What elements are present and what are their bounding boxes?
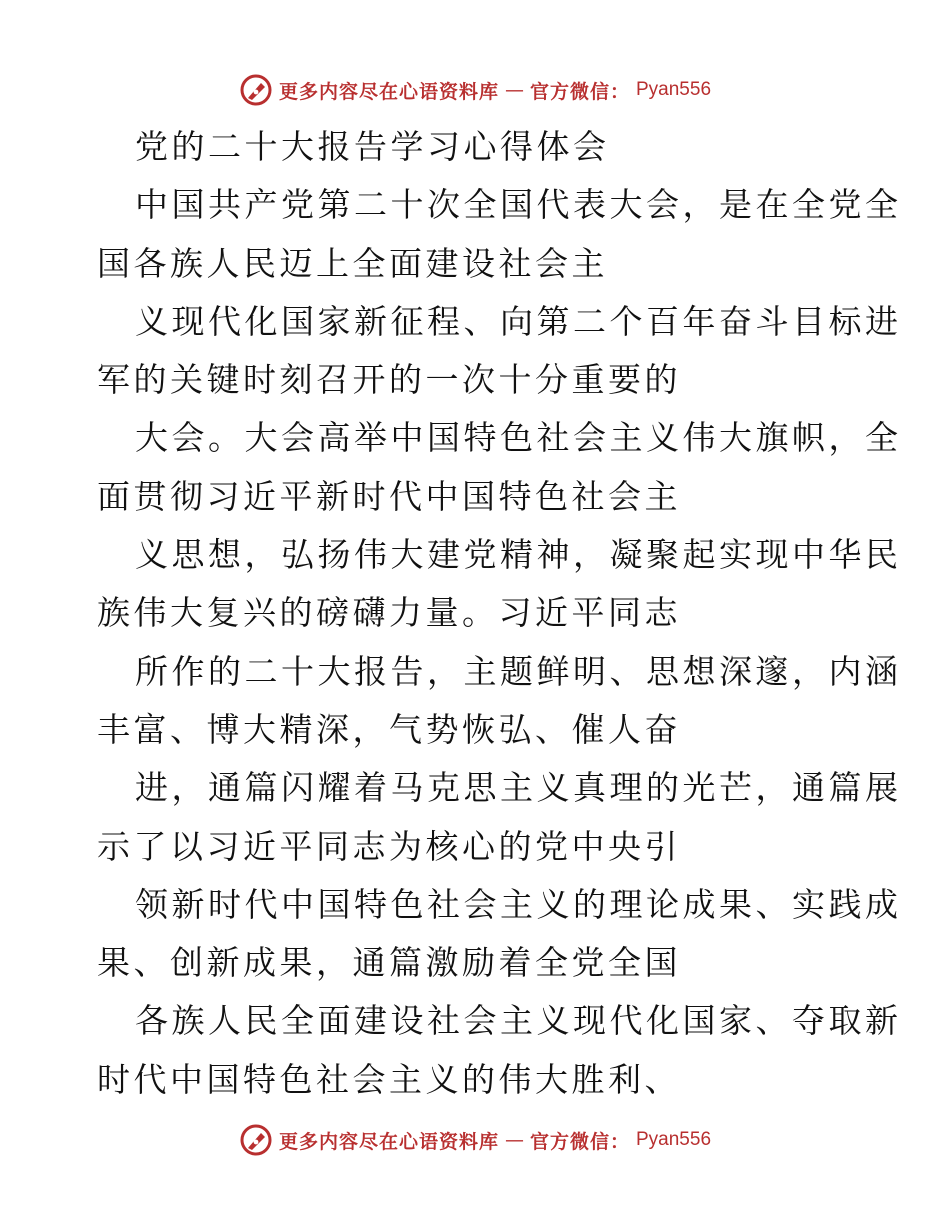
paragraph-line: 所作的二十大报告，主题鲜明、思想深邃，内涵 bbox=[135, 651, 902, 691]
pen-logo-icon bbox=[239, 1123, 273, 1157]
paragraph-line: 族伟大复兴的磅礴力量。习近平同志 bbox=[97, 593, 681, 633]
header-banner bbox=[0, 70, 950, 110]
paragraph-line: 义现代化国家新征程、向第二个百年奋斗目标进 bbox=[135, 301, 902, 341]
paragraph-line: 面贯彻习近平新时代中国特色社会主 bbox=[97, 476, 681, 516]
footer-separator: — bbox=[504, 1129, 524, 1151]
paragraph-line: 中国共产党第二十次全国代表大会，是在全党全 bbox=[135, 185, 902, 225]
paragraph-line: 各族人民全面建设社会主义现代化国家、夺取新 bbox=[135, 1001, 902, 1041]
paragraph-line: 国各族人民迈上全面建设社会主 bbox=[97, 243, 608, 283]
footer-banner bbox=[0, 1120, 950, 1160]
paragraph-line: 义思想，弘扬伟大建党精神，凝聚起实现中华民 bbox=[135, 535, 902, 575]
document-title: 党的二十大报告学习心得体会 bbox=[135, 127, 610, 166]
header-site-text: 更多内容尽在心语资料库 bbox=[278, 80, 499, 103]
footer-wechat-id: Pyan556 bbox=[636, 1129, 712, 1150]
footer-site-text: 更多内容尽在心语资料库 bbox=[278, 1130, 499, 1153]
paragraph-line: 军的关键时刻召开的一次十分重要的 bbox=[97, 360, 681, 400]
paragraph-line: 领新时代中国特色社会主义的理论成果、实践成 bbox=[135, 884, 902, 924]
paragraph-line: 果、创新成果，通篇激励着全党全国 bbox=[97, 943, 681, 983]
header-wechat-label: 官方微信： bbox=[529, 80, 630, 103]
header-wechat-id: Pyan556 bbox=[636, 79, 712, 100]
footer-wechat-label: 官方微信： bbox=[529, 1130, 630, 1153]
paragraph-line: 大会。大会高举中国特色社会主义伟大旗帜，全 bbox=[135, 418, 902, 458]
header-separator: — bbox=[504, 79, 524, 101]
pen-logo-icon bbox=[239, 73, 273, 107]
paragraph-line: 进，通篇闪耀着马克思主义真理的光芒，通篇展 bbox=[135, 768, 902, 808]
paragraph-line: 丰富、博大精深，气势恢弘、催人奋 bbox=[97, 709, 681, 749]
paragraph-line: 示了以习近平同志为核心的党中央引 bbox=[97, 826, 681, 866]
paragraph-line: 时代中国特色社会主义的伟大胜利、 bbox=[97, 1059, 681, 1099]
document-body bbox=[97, 118, 902, 1109]
